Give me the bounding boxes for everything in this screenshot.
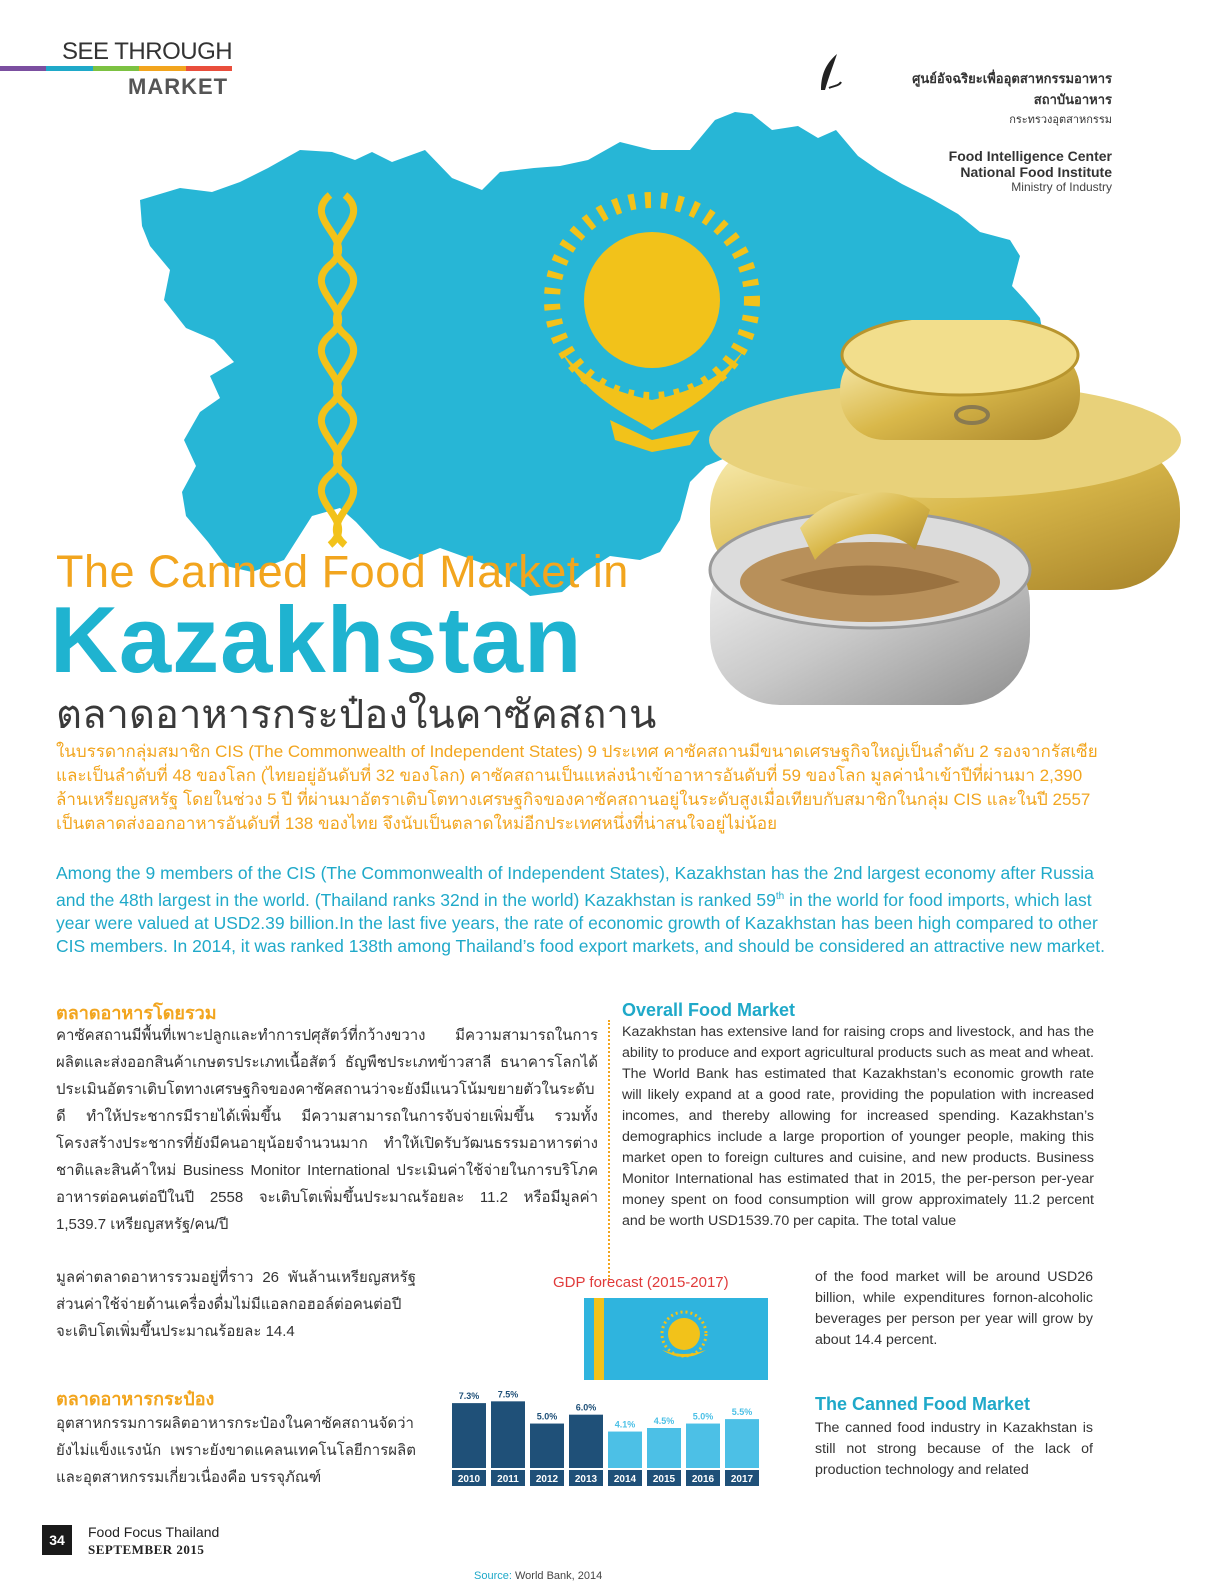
category-label-2012: 2012 xyxy=(535,1474,559,1485)
credit-thai-line-2: สถาบันอาหาร xyxy=(1033,92,1112,107)
title-thai: ตลาดอาหารกระป๋องในคาซัคสถาน xyxy=(56,693,657,737)
category-label-2010: 2010 xyxy=(457,1474,481,1485)
right-paragraph-1: Kazakhstan has extensive land for raising crops and livestock, and has the ability to produce and export agricultural products such as meat and wheat. The World Bank has estimated that Kazakhstan’s economic growth rate will likely expand at a good rate, providing the population with increased incomes, and thereby allowing for increased spending. Kazakhstan’s demographics include a large proportion of younger people, making this market open to foreign cultures and cuisine, and new products. Business Monitor International has estimated that in 2015, the per-person per-year money spent on food consumption will grow approximately 11.2 percent and be worth USD1539.70 per capita. The total value xyxy=(622,1024,1094,1229)
intro-english-part-1: Among the 9 members of the CIS (The Commonwealth of Independent States), Kazakhstan has the 2nd largest economy after Russia and the 48th largest in the world. (Thailand ranks 32nd in the world) Kazakhstan is ranked 59 xyxy=(56,863,1094,910)
left-paragraph-2: มูลค่าตลาดอาหารรวมอยู่ที่ราว 26 พันล้านเหรียญสหรัฐ ส่วนค่าใช้จ่ายด้านเครื่องดื่มไม่มีแอลกอฮอล์ต่อคนต่อปีจะเติบโตเพิ่มขึ้นประมาณร้อยละ 14.4 xyxy=(56,1269,416,1340)
section-sublabel: MARKET xyxy=(128,74,229,99)
page-number: 34 xyxy=(42,1525,72,1555)
right-heading-overall: Overall Food Market xyxy=(622,1000,796,1020)
bar-label-2016: 5.0% xyxy=(692,1411,714,1422)
bar-label-2014: 4.1% xyxy=(614,1419,636,1430)
category-label-2013: 2013 xyxy=(574,1474,598,1485)
bar-2012 xyxy=(530,1424,564,1468)
bar-2017 xyxy=(725,1419,759,1468)
left-heading-overall: ตลาดอาหารโดยรวม xyxy=(56,1003,217,1023)
left-heading-canned: ตลาดอาหารกระป๋อง xyxy=(56,1389,215,1409)
gdp-bar-chart xyxy=(440,1380,770,1490)
chart-source xyxy=(474,1570,602,1582)
quill-icon xyxy=(815,52,843,92)
bar-2014 xyxy=(608,1432,642,1468)
category-label-2015: 2015 xyxy=(652,1474,676,1485)
bar-2016 xyxy=(686,1424,720,1468)
flag-inset xyxy=(584,1298,768,1380)
bar-label-2011: 7.5% xyxy=(497,1389,519,1400)
magazine-name: Food Focus Thailand xyxy=(88,1524,220,1540)
category-label-2011: 2011 xyxy=(497,1474,519,1485)
intro-thai: ในบรรดากลุ่มสมาชิก CIS (The Commonwealth of Independent States) 9 ประเทศ คาซัคสถานมีขนาดเศรษฐกิจใหญ่เป็นลำดับ 2 รองจากรัสเซีย และเป็นลำดับที่ 48 ของโลก (ไทยอยู่อันดับที่ 32 ของโลก) คาซัคสถานเป็นแหล่งนำเข้าอาหารอันดับที่ 59 ของโลก มูลค่านำเข้าปีที่ผ่านมา 2,390 ล้านเหรียญสหรัฐ โดยในช่วง 5 ปี ที่ผ่านมาอัตราเติบโตทางเศรษฐกิจของคาซัคสถานอยู่ในระดับสูงเมื่อเทียบกับสมาชิกในกลุ่ม CIS และในปี 2557 เป็นตลาดส่งออกอาหารอันดับที่ 138 ของไทย จึงนับเป็นตลาดใหม่อีกประเทศหนึ่งที่น่าสนใจอยู่ไม่น้อย xyxy=(56,742,1098,833)
canned-food-photo xyxy=(700,320,1226,720)
bar-label-2010: 7.3% xyxy=(458,1391,480,1402)
category-label-2016: 2016 xyxy=(691,1474,715,1485)
bar-2015 xyxy=(647,1428,681,1468)
issue-date: SEPTEMBER 2015 xyxy=(88,1542,205,1557)
right-heading-canned: The Canned Food Market xyxy=(815,1394,1031,1414)
title-line-1: The Canned Food Market in xyxy=(56,546,629,597)
right-paragraph-3: The canned food industry in Kazakhstan is still not strong because of the lack of production technology and related xyxy=(815,1420,1093,1478)
intro-english-superscript: th xyxy=(775,891,785,902)
bar-2011 xyxy=(491,1401,525,1468)
credit-english-line-1: Food Intelligence Center xyxy=(948,148,1112,164)
bar-label-2012: 5.0% xyxy=(536,1411,558,1422)
bar-label-2015: 4.5% xyxy=(653,1416,675,1426)
credit-english-line-2: National Food Institute xyxy=(960,164,1112,180)
intro-english-part-2: in the world for food imports, which last year were valued at USD2.39 billion.In the last five years, the rate of economic growth of Kazakhstan has been high compared to other CIS members. In 2014, it was ranked 138th among Thailand’s food export markets, and should be considered an attractive new market. xyxy=(56,889,1105,956)
chart-title: GDP forecast (2015-2017) xyxy=(553,1274,729,1291)
left-paragraph-3: อุตสาหกรรมการผลิตอาหารกระป๋องในคาซัคสถานจัดว่ายังไม่แข็งแรงนัก เพราะยังขาดแคลนเทคโนโลยีการผลิตและอุตสาหกรรมเกี่ยวเนื่องคือ บรรจุภัณฑ์ xyxy=(56,1415,416,1486)
chart-source-label: Source: xyxy=(474,1570,512,1582)
chart-source-text: World Bank, 2014 xyxy=(514,1570,603,1582)
category-label-2014: 2014 xyxy=(613,1474,637,1485)
category-label-2017: 2017 xyxy=(730,1474,754,1485)
section-label: SEE THROUGH xyxy=(62,38,233,65)
credit-thai-line-3: กระทรวงอุตสาหกรรม xyxy=(1009,114,1112,126)
title-kazakhstan: Kazakhstan xyxy=(50,587,583,692)
column-divider xyxy=(608,1020,610,1280)
credit-english-line-3: Ministry of Industry xyxy=(1011,180,1112,194)
right-paragraph-2: of the food market will be around USD26 billion, while expenditures fornon-alcoholic beverages per person per year will grow by about 14.4 percent. xyxy=(815,1269,1093,1348)
bar-label-2017: 5.5% xyxy=(731,1407,753,1418)
left-paragraph-1: คาซัคสถานมีพื้นที่เพาะปลูกและทำการปศุสัตว์ที่กว้างขวาง มีความสามารถในการผลิตและส่งออกสินค้าเกษตรประเภทเนื้อสัตว์ ธัญพืชประเภทข้าวสาลี ธนาคารโลกได้ประเมินอัตราเติบโตทางเศรษฐกิจของคาซัคสถานว่าจะยังมีแนวโน้มขยายตัวในระดับดี ทำให้ประชากรมีรายได้เพิ่มขึ้น มีความสามารถในการจับจ่ายเพิ่มขึ้น รวมทั้งโครงสร้างประชากรที่ยังมีคนอายุน้อยจำนวนมาก ทำให้เปิดรับวัฒนธรรมอาหารต่างชาติและสินค้าใหม่ Business Monitor International ประเมินค่าใช้จ่ายในการบริโภคอาหารต่อคนต่อปีในปี 2558 จะเติบโตเพิ่มขึ้นประมาณร้อยละ 11.2 หรือมีมูลค่า 1,539.7 เหรียญสหรัฐ/คน/ปี xyxy=(56,1027,598,1233)
credit-thai-line-1: ศูนย์อัจฉริยะเพื่ออุตสาหกรรมอาหาร xyxy=(912,71,1112,86)
bar-2010 xyxy=(452,1403,486,1468)
intro-english xyxy=(56,862,1116,958)
bar-2013 xyxy=(569,1415,603,1468)
bar-label-2013: 6.0% xyxy=(575,1402,597,1413)
